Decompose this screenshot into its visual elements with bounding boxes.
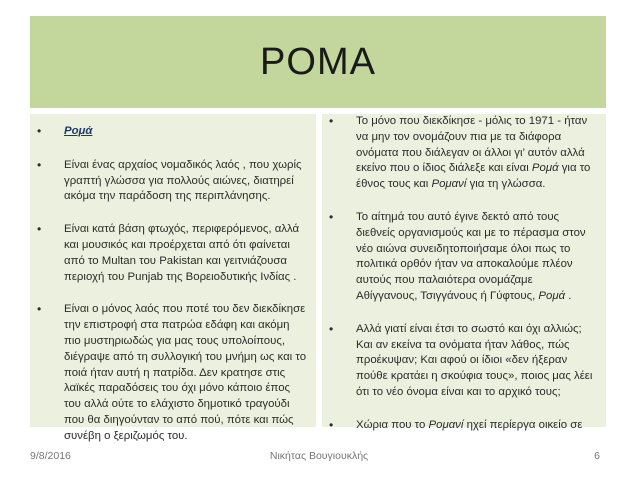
list-item (37, 222, 308, 285)
footer-date: 9/8/2016 (30, 450, 71, 462)
bullet-icon: • (329, 417, 334, 432)
bullet-icon: • (37, 302, 42, 317)
list-item (37, 302, 308, 444)
slide-footer (0, 450, 638, 466)
slide-title: ΡΟΜΑ (260, 40, 376, 83)
list-item-text: . (565, 289, 572, 302)
list-item-text: Αλλά γιατί είναι έτσι το σωστό και όχι αλλιώς; Και αν εκείνα τα ονόματα ήταν λάθος, πώς προέκυψαν; Και αφού οι ίδιοι «δεν ήξεραν πούθε κρατάει η σκούφια τους», ποιος μας λέει ότι το νέο όνομα είναι και το αρχικό τους; (356, 322, 593, 398)
list-item-text: Είναι ένας αρχαίος νομαδικός λαός , που χωρίς γραπτή γλώσσα για πολλούς αιώνες, διατηρεί ακόμα την παράδοση της περιπλάνησης. (64, 158, 302, 203)
list-item-text: για το έθνος τους και (356, 162, 591, 191)
list-item-text: Είναι ο μόνος λαός που ποτέ του δεν διεκδίκησε την επιστροφή στα πατρώα εδάφη και ακόμη πιο μυστηριωδώς για μας τους υπολοίπους, διέγραψε από τη συλλογική του μνήμη ως και το ποιά ήταν αυτή η πατρίδα. Δεν κρατησε στις λαϊκές παραδόσεις του όχι μόνο κάποιο έπος του αλλά ούτε το ελάχιστο δημοτικό τραγούδι που θα διηγούνταν το από πού, πότε και πώς συνέβη ο ξεριζωμός του. (64, 303, 307, 442)
bullet-icon: • (37, 157, 42, 172)
list-item (37, 157, 308, 205)
romani-term: Ρομανί (431, 178, 467, 191)
bullet-icon: • (37, 124, 42, 138)
bullet-icon: • (329, 114, 334, 128)
title-bar (30, 16, 606, 108)
list-item-text: για τη γλώσσα. (466, 178, 546, 191)
bullet-icon: • (329, 321, 334, 336)
list-item (329, 321, 596, 401)
list-item (37, 124, 308, 140)
list-item (329, 114, 596, 193)
right-text-panel (322, 114, 606, 432)
bullet-icon: • (37, 222, 42, 237)
footer-author: Νικήτας Βουγιουκλής (269, 450, 369, 462)
right-bullet-list (322, 114, 606, 434)
list-item-text: Είναι κατά βάση φτωχός, περιφερόμενος, αλλά και μουσικός και προέρχεται από ότι φαίνεται από το Multan του Pakistan και γειτνιάζουσα περιοχή του Punjab της Βορειοδυτικής Ινδίας . (64, 223, 300, 283)
list-item (329, 209, 596, 305)
left-text-panel (30, 114, 316, 442)
romani-term: Ρομανί (428, 418, 464, 431)
list-item (329, 417, 596, 434)
list-item-text: Το αίτημά του αυτό έγινε δεκτό από τους διεθνείς οργανισμούς και με το πέρασμα στον νέο αιώνα συνειδητοποιήσαμε όλοι πως το πολιτικά ορθόν ήταν να αποκαλούμε πλέον αυτούς που παλαιότερα ονομάζαμε Αθίγγανους, Τσιγγάνους ή Γύφτους, (356, 210, 586, 302)
roma-term: Ρομά (531, 162, 559, 175)
list-item-text: ηχεί περίεργα οικείο σε (463, 418, 583, 431)
list-item-text: Χώρια που το (356, 418, 429, 431)
list-item-text: Το μόνο που διεκδίκησε - μόλις το 1971 - ήταν να μην τον ονομάζουν πια με τα διάφορα ονόματα που διάλεγαν οι άλλοι γι’ αυτόν αλλά εκείνο που ο ίδιος διάλεξε και είναι (356, 115, 588, 175)
bullet-icon: • (329, 209, 334, 224)
roma-link[interactable]: Ρομά (64, 125, 93, 137)
roma-term: Ρομά (538, 289, 566, 302)
page-number: 6 (594, 450, 600, 462)
left-bullet-list (30, 114, 316, 445)
